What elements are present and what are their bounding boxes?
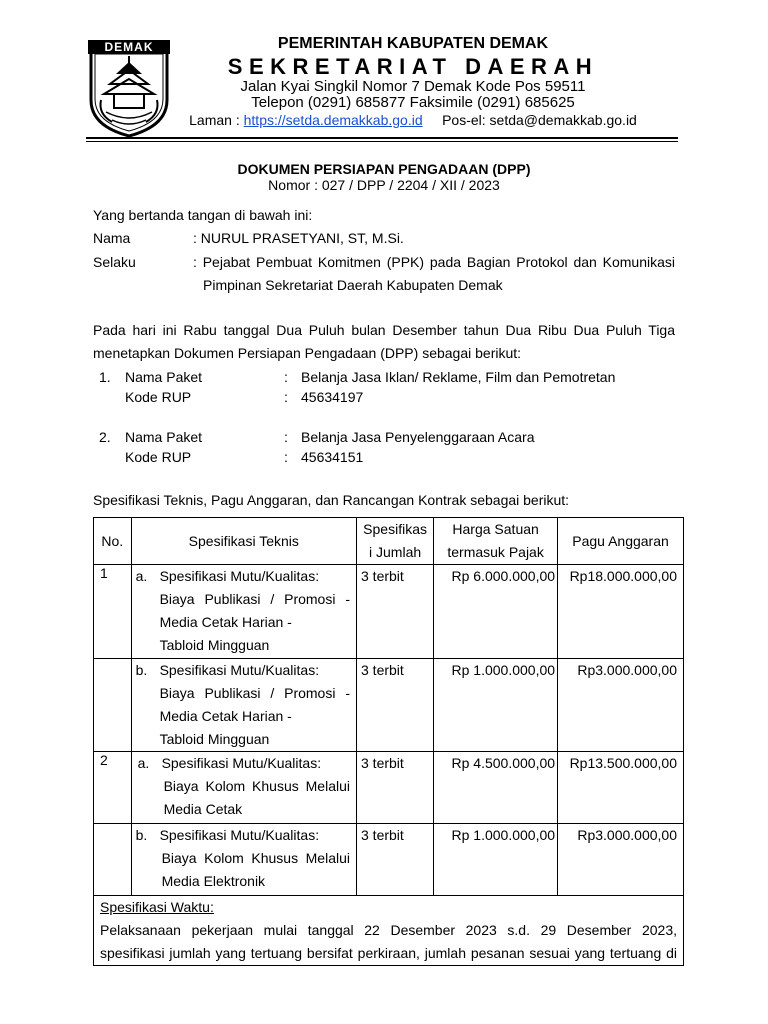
- office-name: SEKRETARIAT DAERAH: [227, 54, 599, 79]
- budget-value: Rp13.500.000,00: [569, 755, 677, 771]
- spec-line: Media Cetak Harian -: [159, 614, 292, 630]
- spec-line: Biaya Kolom Khusus Melalui: [163, 778, 350, 794]
- spec-intro: Spesifikasi Teknis, Pagu Anggaran, dan Rancangan Kontrak sebagai berikut:: [93, 492, 570, 508]
- time-spec-line-1: Pelaksanaan pekerjaan mulai tanggal 22 Desember 2023 s.d. 29 Desember 2023,: [100, 922, 677, 938]
- spec-cell: [131, 824, 356, 896]
- row-number: [94, 824, 132, 896]
- package-1-name-value: Belanja Jasa Iklan/ Reklame, Film dan Pemotretan: [301, 369, 616, 385]
- package-1-name-label: Nama Paket: [125, 369, 203, 385]
- time-spec-row: [94, 896, 684, 966]
- letterhead-rule-thin: [86, 141, 678, 142]
- header-spec: Spesifikasi Teknis: [131, 518, 356, 565]
- package-1-rup-label: Kode RUP: [125, 389, 192, 405]
- package-1-rup-colon: :: [284, 389, 288, 405]
- budget-value: Rp3.000.000,00: [577, 662, 677, 678]
- price-value: Rp 1.000.000,00: [451, 827, 556, 843]
- price-value: Rp 4.500.000,00: [451, 755, 556, 771]
- spec-cell: [131, 752, 356, 824]
- qty-value: 3 terbit: [361, 568, 404, 584]
- role-label: Selaku: [93, 254, 136, 270]
- package-2-rup-colon: :: [284, 449, 288, 465]
- qty-value: 3 terbit: [361, 755, 404, 771]
- spec-line: Biaya Kolom Khusus Melalui: [161, 850, 350, 866]
- spec-line: Spesifikasi Mutu/Kualitas:: [159, 827, 320, 843]
- package-1-rup-value: 45634197: [301, 389, 364, 405]
- website-link[interactable]: https://setda.demakkab.go.id: [243, 112, 423, 128]
- budget-value: Rp3.000.000,00: [577, 827, 677, 843]
- header-qty-line-2: i Jumlah: [369, 544, 422, 560]
- signer-intro: Yang bertanda tangan di bawah ini:: [93, 207, 313, 223]
- spec-line: Spesifikasi Mutu/Kualitas:: [161, 755, 322, 771]
- specification-table: [93, 517, 684, 966]
- name-value: : NURUL PRASETYANI, ST, M.Si.: [193, 230, 404, 246]
- government-name: PEMERINTAH KABUPATEN DEMAK: [277, 35, 549, 52]
- office-web-email: [178, 112, 648, 128]
- role-line-2: Pimpinan Sekretariat Daerah Kabupaten Demak: [203, 277, 503, 293]
- package-2-rup-value: 45634151: [301, 449, 364, 465]
- demak-regency-emblem: [86, 38, 172, 138]
- row-number: [94, 659, 132, 752]
- spec-letter: a.: [135, 568, 148, 584]
- time-spec-heading: Spesifikasi Waktu:: [100, 899, 214, 915]
- table-row: [94, 824, 684, 896]
- role-line-1: : Pejabat Pembuat Komitmen (PPK) pada Bagian Protokol dan Komunikasi: [193, 254, 675, 270]
- header-no: No.: [94, 518, 132, 565]
- spec-cell: [131, 659, 356, 752]
- package-1-name-colon: :: [284, 369, 288, 385]
- table-row: [94, 659, 684, 752]
- header-price-line-2: termasuk Pajak: [447, 544, 544, 560]
- price-value: Rp 6.000.000,00: [451, 568, 556, 584]
- logo-lettering: DEMAK: [104, 40, 154, 54]
- header-qty-line-1: Spesifikas: [363, 521, 427, 537]
- price-value: Rp 1.000.000,00: [451, 662, 556, 678]
- spec-letter: b.: [135, 662, 148, 678]
- table-header-row: [94, 518, 684, 565]
- time-spec-line-2: spesifikasi jumlah yang tertuang bersifat perkiraan, jumlah pesanan sesuai yang tertuang di: [100, 945, 677, 961]
- row-number: 2: [94, 752, 132, 824]
- header-price-line-1: Harga Satuan: [452, 521, 539, 537]
- package-1-number: 1.: [99, 369, 111, 385]
- package-2-name-colon: :: [284, 429, 288, 445]
- spec-letter: a.: [137, 755, 150, 771]
- office-phone-fax: Telepon (0291) 685877 Faksimile (0291) 685625: [251, 94, 575, 111]
- spec-line: Tabloid Mingguan: [159, 637, 270, 653]
- time-spec-cell: [94, 896, 684, 966]
- qty-value: 3 terbit: [361, 662, 404, 678]
- statement-line-1: Pada hari ini Rabu tanggal Dua Puluh bulan Desember tahun Dua Ribu Dua Puluh Tiga: [93, 322, 675, 338]
- row-number: 1: [94, 565, 132, 659]
- spec-cell: [131, 565, 356, 659]
- budget-value: Rp18.000.000,00: [569, 568, 677, 584]
- package-2-rup-label: Kode RUP: [125, 449, 192, 465]
- spec-line: Tabloid Mingguan: [159, 731, 270, 747]
- spec-letter: b.: [135, 827, 148, 843]
- office-address: Jalan Kyai Singkil Nomor 7 Demak Kode Pos 59511: [240, 78, 586, 95]
- package-2-number: 2.: [99, 429, 111, 445]
- qty-value: 3 terbit: [361, 827, 404, 843]
- document-title: DOKUMEN PERSIAPAN PENGADAAN (DPP): [237, 161, 531, 177]
- spec-line: Media Elektronik: [161, 873, 266, 889]
- table-row: [94, 565, 684, 659]
- header-qty: [357, 518, 434, 565]
- spec-line: Biaya Publikasi / Promosi -: [159, 591, 350, 607]
- package-2-name-label: Nama Paket: [125, 429, 203, 445]
- header-budget: Pagu Anggaran: [558, 518, 684, 565]
- document-number: Nomor : 027 / DPP / 2204 / XII / 2023: [268, 177, 500, 193]
- name-label: Nama: [93, 230, 131, 246]
- web-label: Laman :: [189, 112, 240, 128]
- letterhead-rule-thick: [86, 137, 678, 139]
- statement-line-2: menetapkan Dokumen Persiapan Pengadaan (DPP) sebagai berikut:: [93, 345, 522, 361]
- spec-line: Spesifikasi Mutu/Kualitas:: [159, 568, 320, 584]
- email-address: Pos-el: setda@demakkab.go.id: [442, 112, 637, 128]
- spec-line: Media Cetak: [163, 801, 243, 817]
- spec-line: Media Cetak Harian -: [159, 708, 292, 724]
- header-price: [434, 518, 558, 565]
- package-2-name-value: Belanja Jasa Penyelenggaraan Acara: [301, 429, 535, 445]
- table-row: [94, 752, 684, 824]
- spec-line: Spesifikasi Mutu/Kualitas:: [159, 662, 320, 678]
- spec-line: Biaya Publikasi / Promosi -: [159, 685, 350, 701]
